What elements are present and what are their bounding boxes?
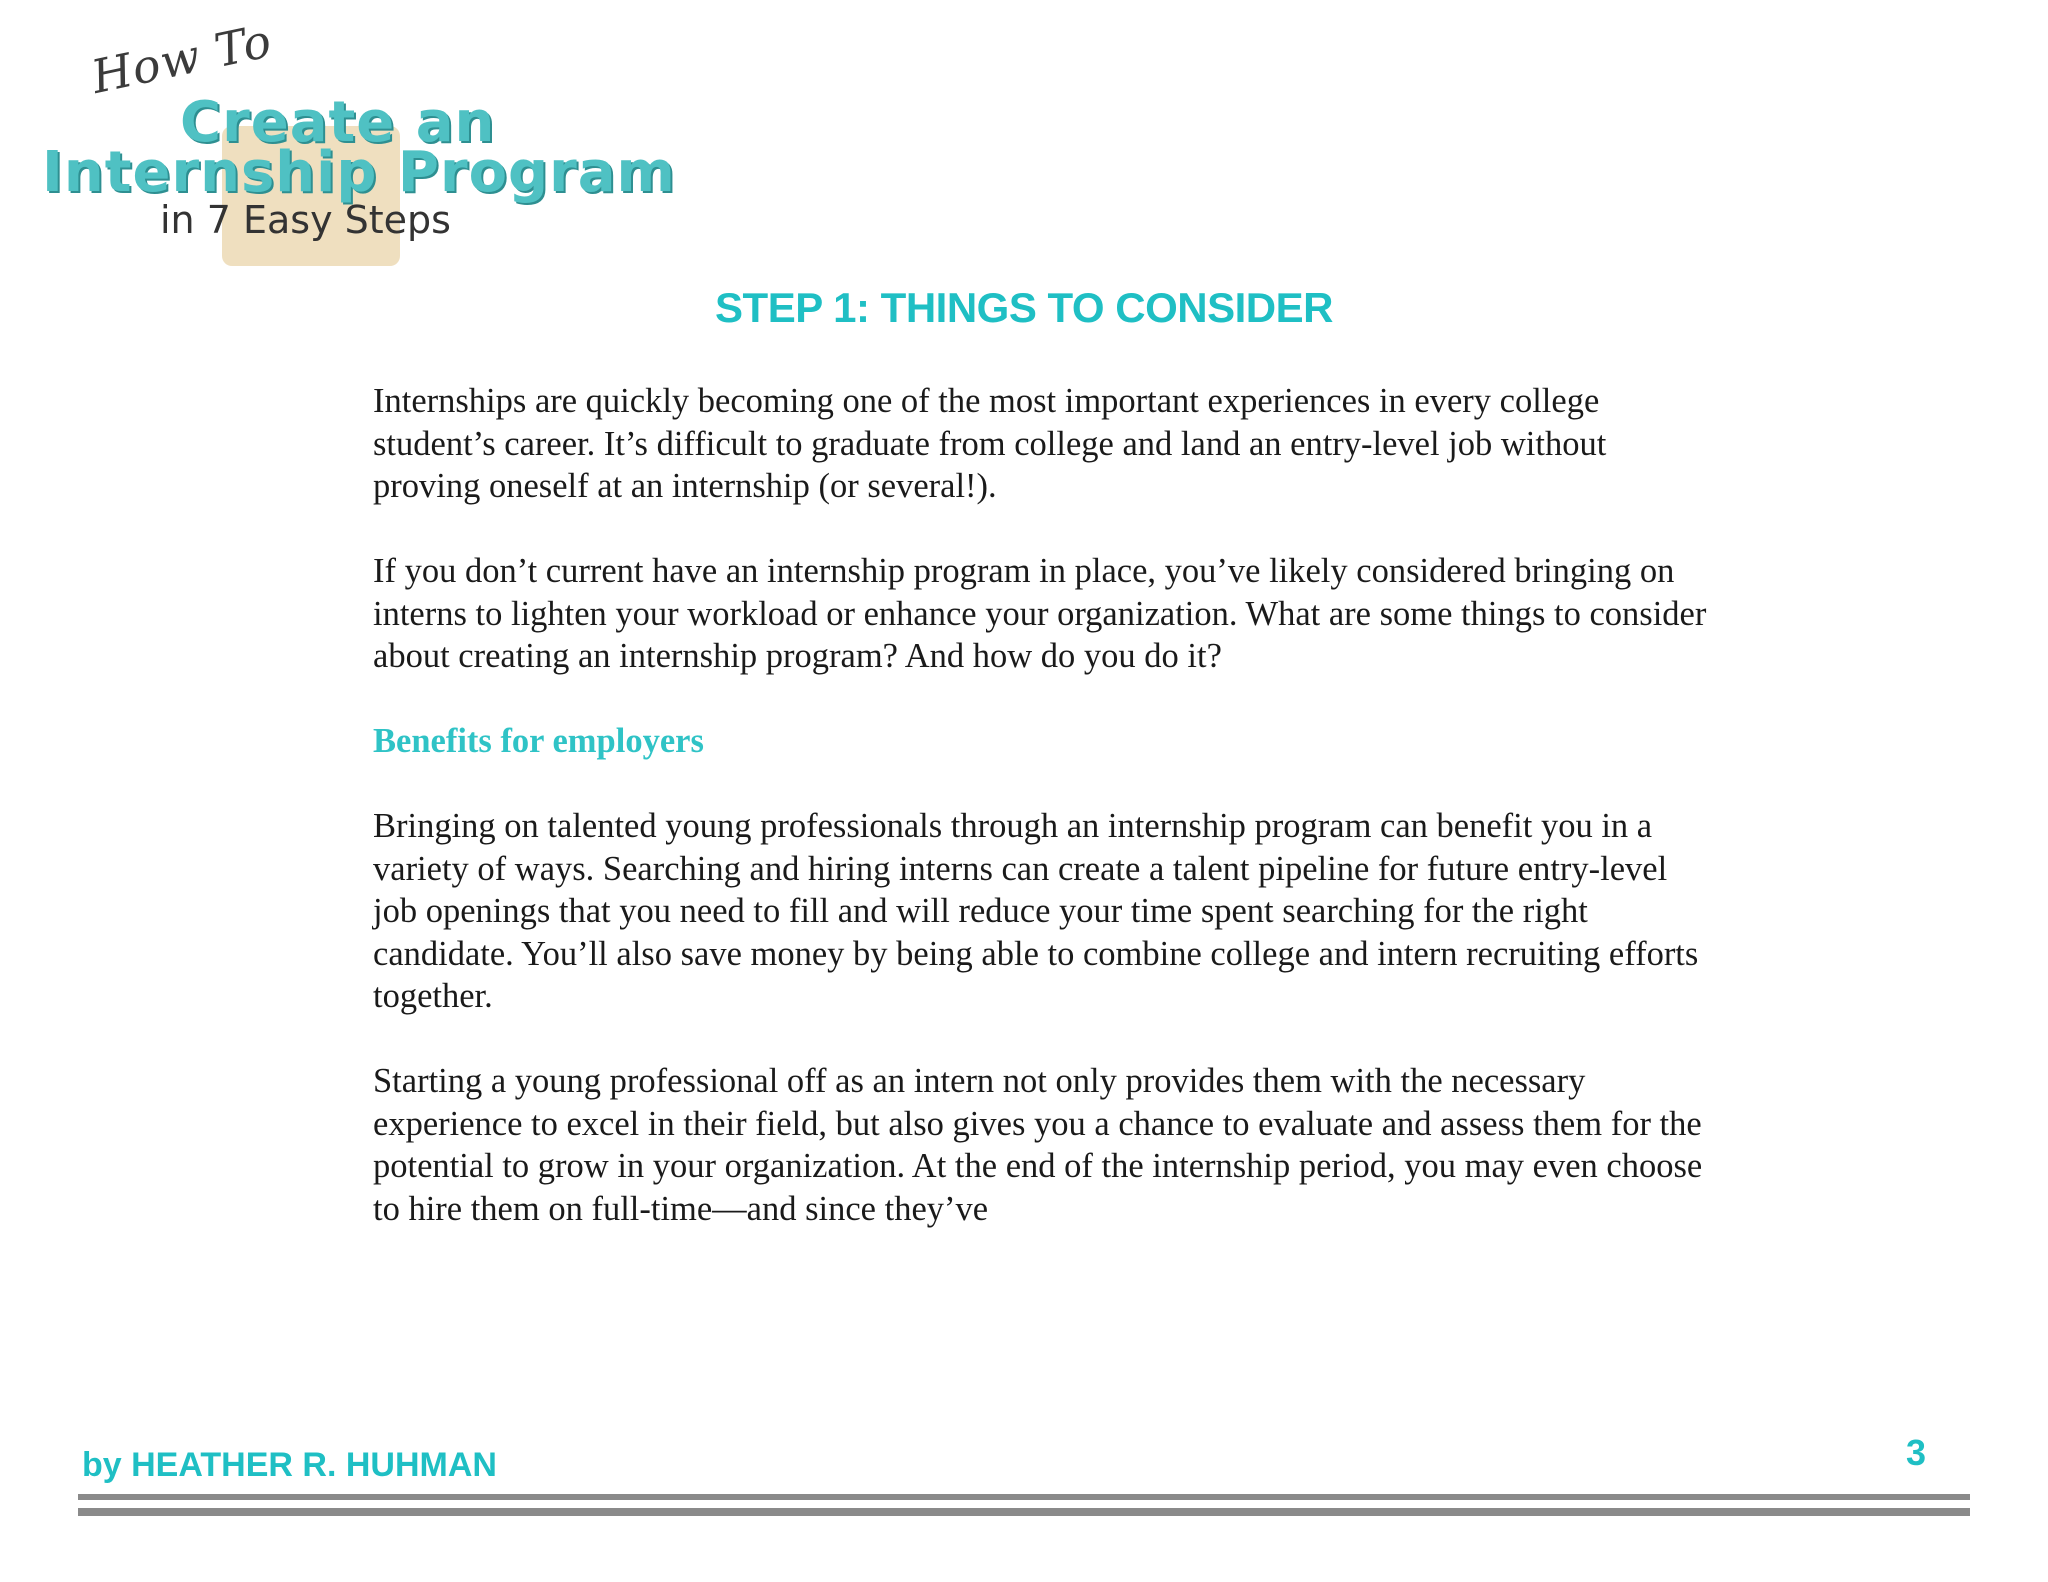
logo-create-an: Create an	[180, 90, 496, 155]
logo-easy-steps: in 7 Easy Steps	[160, 198, 451, 242]
logo-how-to: How To	[86, 13, 277, 104]
footer-rule-top	[78, 1494, 1970, 1500]
step-title: STEP 1: THINGS TO CONSIDER	[715, 284, 1333, 331]
paragraph-benefits: Bringing on talented young professionals through an internship program can benefit you in a variety of ways. Searching and hiring interns can create a talent pipeline for future entry-level job openings that you need to fill and will reduce your time spent searching for the right candidate. You’ll also save money by being able to combine college and intern recruiting efforts together.	[373, 807, 1699, 1015]
page-number: 3	[1906, 1432, 1927, 1473]
section-heading-benefits: Benefits for employers	[373, 722, 704, 760]
footer-rule-bottom	[78, 1508, 1970, 1516]
author-byline: by HEATHER R. HUHMAN	[82, 1446, 497, 1484]
paragraph-evaluate: Starting a young professional off as an intern not only provides them with the necessary experience to excel in their field, but also gives you a chance to evaluate and assess them for the potential to grow in your organization. At the end of the internship period, you may even choose to hire them on full-time—and since they’ve	[373, 1062, 1703, 1228]
logo-internship-program: Internship Program	[42, 140, 676, 205]
page-body	[373, 380, 1713, 1273]
paragraph-consider: If you don’t current have an internship program in place, you’ve likely considered bringing on interns to lighten your workload or enhance your organization. What are some things to consider about creating an internship program? And how do you do it?	[373, 552, 1707, 675]
guide-logo	[40, 13, 676, 242]
paragraph-intro: Internships are quickly becoming one of the most important experiences in every college student’s career. It’s difficult to graduate from college and land an entry-level job without proving oneself at an internship (or several!).	[373, 382, 1607, 505]
